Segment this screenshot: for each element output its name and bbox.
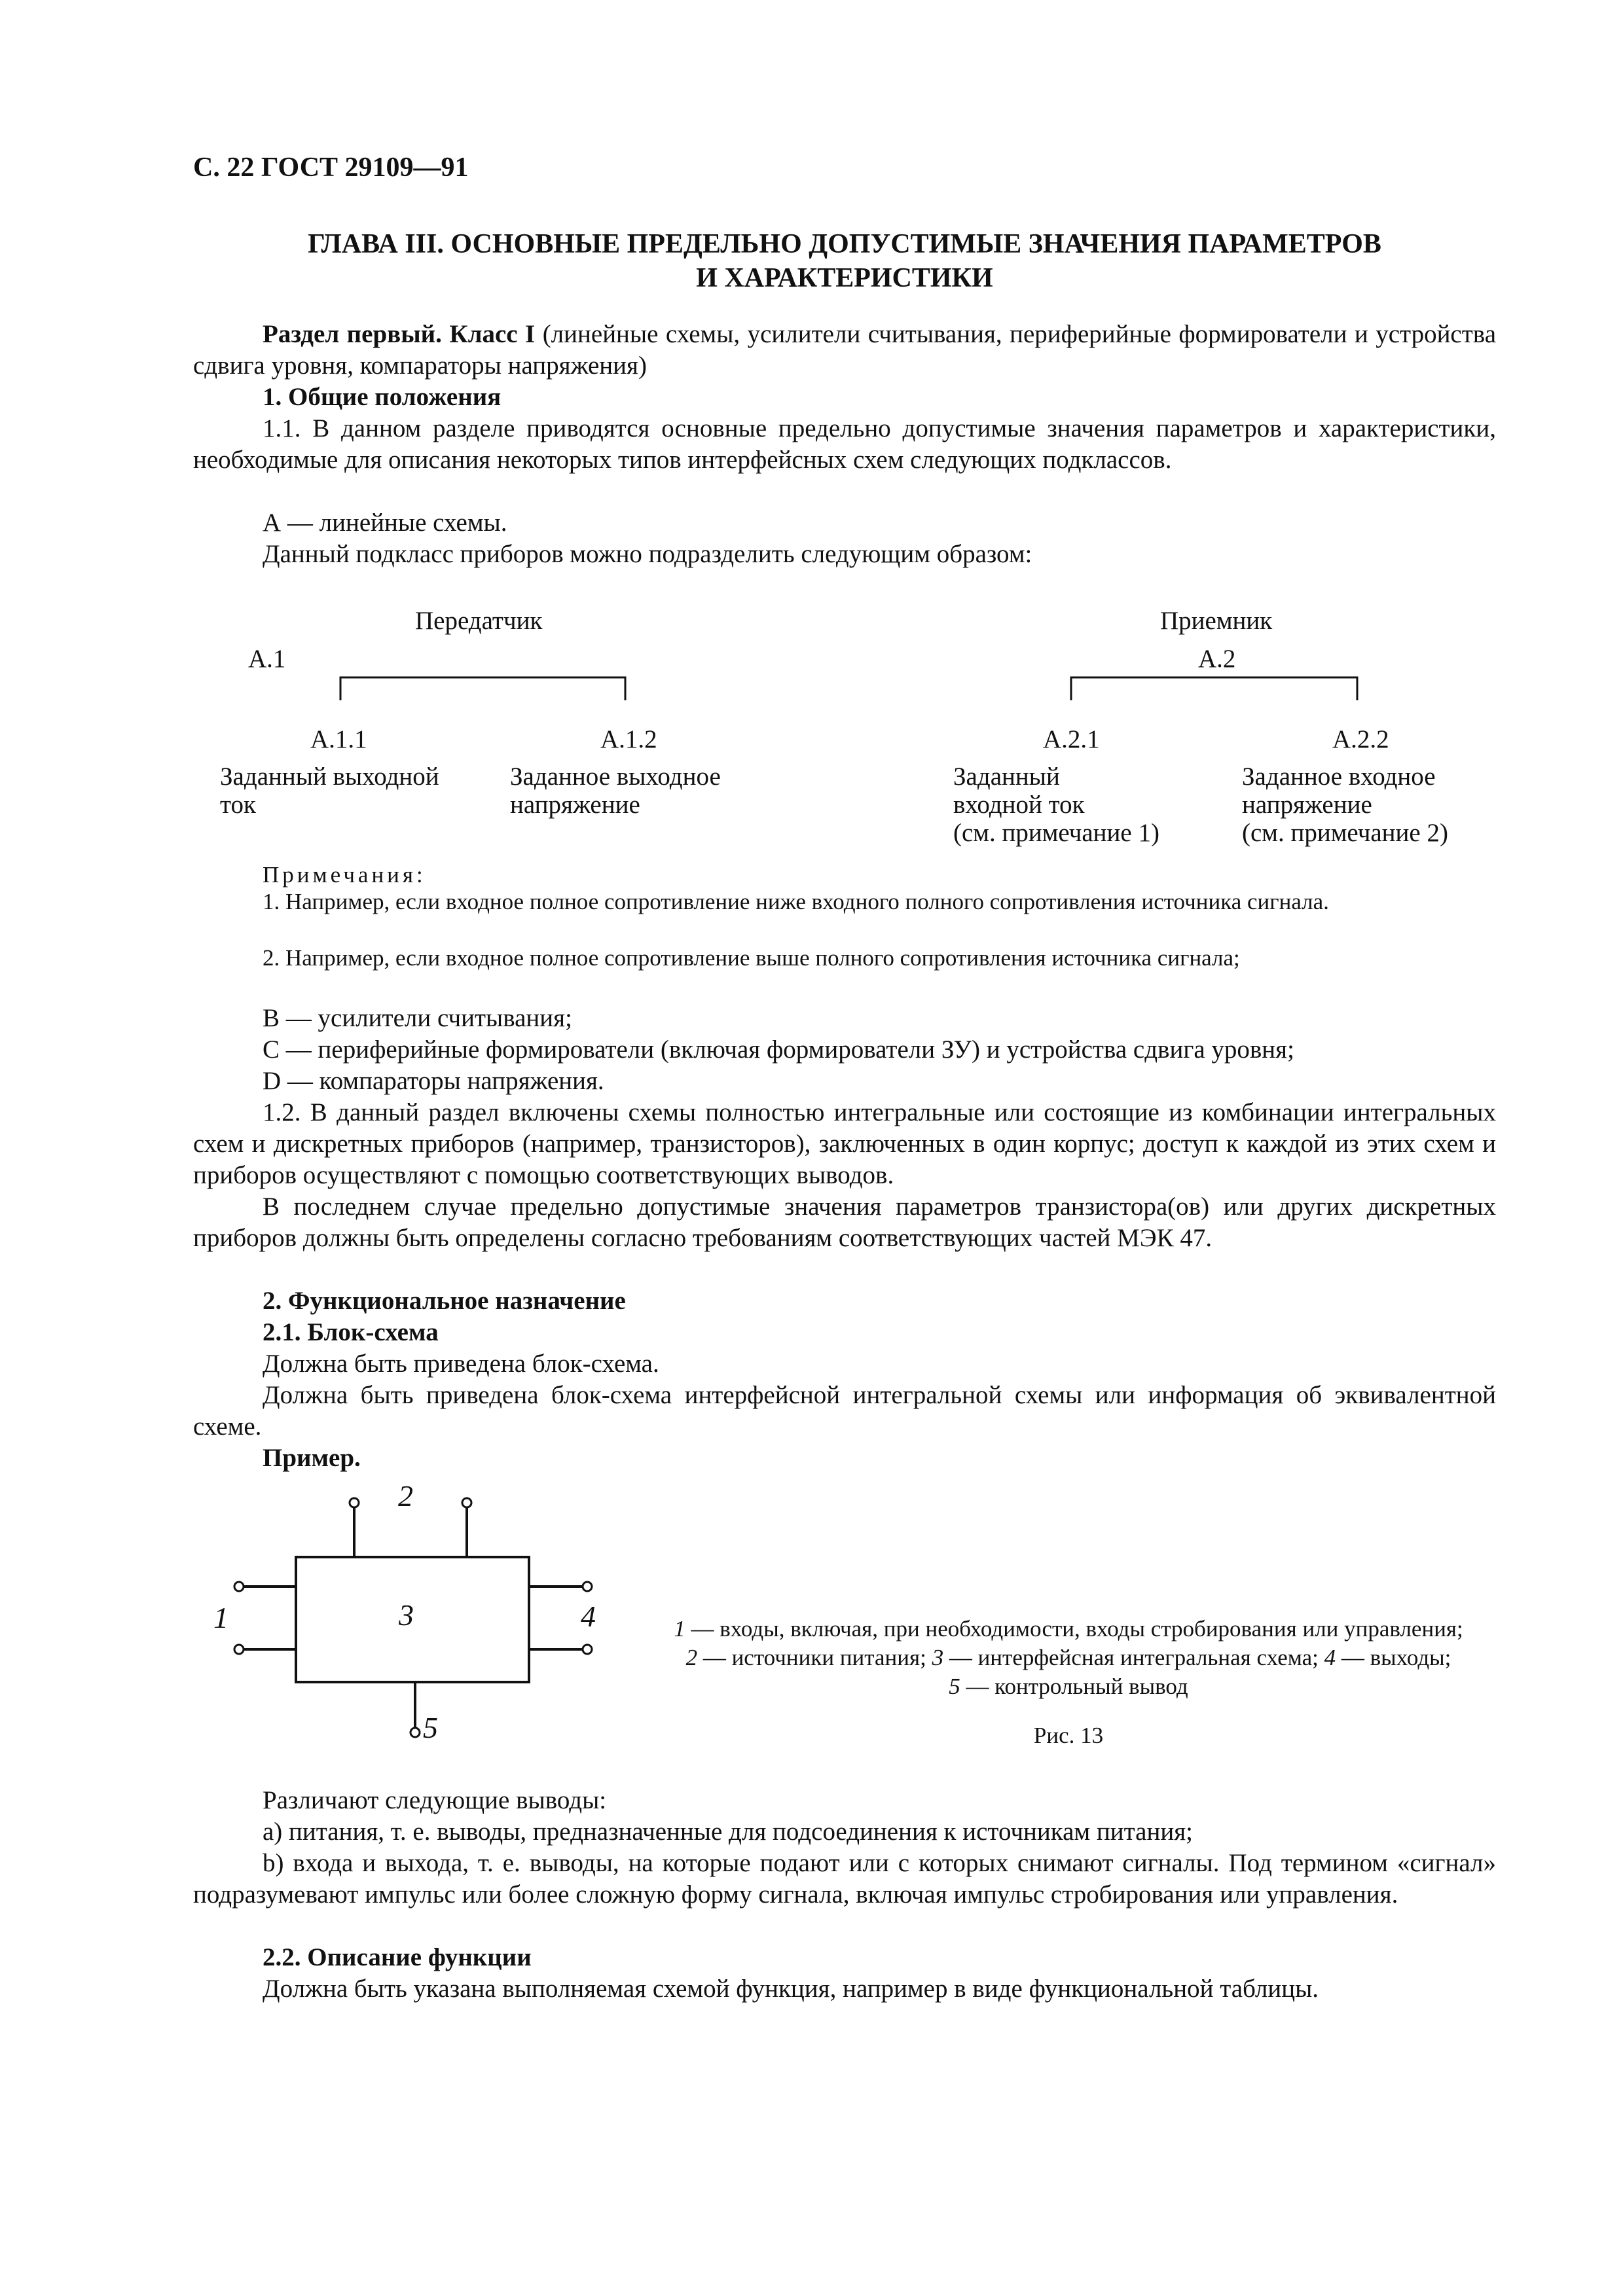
output-terminal-top <box>583 1582 592 1591</box>
tree-a11-desc-1: Заданный выходной <box>220 762 439 791</box>
heading-function-description: 2.2. Описание функции <box>263 1943 532 1971</box>
legend-text-4: — выходы; <box>1336 1645 1451 1670</box>
legend-num-4: 4 <box>1324 1645 1336 1670</box>
tree-receiver: Приемник <box>1160 607 1273 635</box>
supply-terminal-left <box>350 1498 359 1507</box>
outputs-item-b: b) входа и выхода, т. е. выводы, на которые подают или с которых снимают сигналы. Под термином «сигнал» подразумевают импульс или более сложную форму сигнала, включая импульс стробирования или управления. <box>193 1849 1496 1909</box>
tree-a21-desc-1: Заданный <box>953 762 1060 791</box>
tree-a12-desc-1: Заданное выходное <box>510 762 721 791</box>
outputs-intro: Различают следующие выводы: <box>263 1786 607 1814</box>
tree-a11-desc-2: ток <box>220 791 256 819</box>
tree-a22: A.2.2 <box>1332 725 1389 753</box>
paragraph-1-2-b: В последнем случае предельно допустимые значения параметров транзистора(ов) или других дискретных приборов должны быть определены согласно требованиям соответствующих частей МЭК 47. <box>193 1193 1496 1252</box>
figure-label-3: 3 <box>399 1598 414 1632</box>
chapter-title-line1: ГЛАВА III. ОСНОВНЫЕ ПРЕДЕЛЬНО ДОПУСТИМЫЕ ЗНАЧЕНИЯ ПАРАМЕТРОВ <box>308 229 1381 259</box>
legend-num-1: 1 <box>674 1616 685 1641</box>
section-label: Раздел первый. Класс I <box>263 320 536 348</box>
tree-a21: A.2.1 <box>1043 725 1100 753</box>
tree-a22-desc-3: (см. примечание 2) <box>1242 819 1448 847</box>
figure-label-2: 2 <box>398 1479 413 1513</box>
section-text: (линейные схемы, усилители считывания, периферийные формирователи и устройства сдвига уровня, компараторы напряжения) <box>193 320 1496 380</box>
block-diagram-line1: Должна быть приведена блок-схема. <box>263 1350 659 1378</box>
figure-label-4: 4 <box>581 1600 596 1633</box>
subclass-b: В — усилители считывания; <box>263 1004 572 1032</box>
control-terminal <box>410 1728 420 1737</box>
figure-label-1: 1 <box>213 1601 228 1634</box>
notes-title: Примечания: <box>263 862 426 888</box>
legend-text-1: — входы, включая, при необходимости, входы стробирования или управления; <box>685 1616 1463 1641</box>
heading-block-diagram: 2.1. Блок-схема <box>263 1318 439 1346</box>
block-diagram-line2: Должна быть приведена блок-схема интерфейсной интегральной схемы или информация об эквивалентной схеме. <box>193 1381 1496 1441</box>
figure-legend-line1 <box>640 1615 1497 1643</box>
output-terminal-bottom <box>583 1645 592 1654</box>
input-terminal-top <box>234 1582 244 1591</box>
tree-a21-desc-3: (см. примечание 1) <box>953 819 1159 847</box>
tree-a22-desc-1: Заданное входное <box>1242 762 1436 791</box>
outputs-item-a: а) питания, т. е. выводы, предназначенные для подсоединения к источникам питания; <box>263 1818 1193 1846</box>
chapter-title-line2: И ХАРАКТЕРИСТИКИ <box>696 263 993 293</box>
input-terminal-bottom <box>234 1645 244 1654</box>
note-2: 2. Например, если входное полное сопротивление выше полного сопротивления источника сигнала; <box>263 945 1240 971</box>
figure-legend-line2 <box>640 1643 1497 1672</box>
legend-text-2: — источники питания; <box>697 1645 932 1670</box>
tree-a11: A.1.1 <box>310 725 367 753</box>
subclass-a-intro: Данный подкласс приборов можно подразделить следующим образом: <box>263 540 1032 568</box>
subclass-c: С — периферийные формирователи (включая формирователи ЗУ) и устройства сдвига уровня; <box>263 1035 1294 1064</box>
legend-num-3: 3 <box>932 1645 944 1670</box>
tree-transmitter: Передатчик <box>415 607 543 635</box>
legend-text-3: — интерфейсная интегральная схема; <box>943 1645 1324 1670</box>
page-header: С. 22 ГОСТ 29109—91 <box>193 152 469 183</box>
subclass-d: D — компараторы напряжения. <box>263 1067 604 1095</box>
heading-general: 1. Общие положения <box>263 383 501 411</box>
subclass-a: А — линейные схемы. <box>263 509 507 537</box>
figure-caption: Рис. 13 <box>1033 1723 1104 1748</box>
tree-a12: A.1.2 <box>600 725 657 753</box>
paragraph-1-1: 1.1. В данном разделе приводятся основные предельно допустимые значения параметров и характеристики, необходимые для описания некоторых типов интерфейсных схем следующих подклассов. <box>193 414 1496 474</box>
example-label: Пример. <box>263 1444 361 1472</box>
tree-a21-desc-2: входной ток <box>953 791 1085 819</box>
tree-a22-desc-2: напряжение <box>1242 791 1372 819</box>
figure-legend-line3 <box>640 1672 1497 1701</box>
legend-text-5: — контрольный вывод <box>960 1674 1188 1699</box>
tree-a1: A.1 <box>248 645 286 673</box>
function-description-text: Должна быть указана выполняемая схемой функция, например в виде функциональной таблицы. <box>263 1975 1319 2003</box>
legend-num-5: 5 <box>949 1674 960 1699</box>
tree-a2: A.2 <box>1198 645 1236 673</box>
legend-num-2: 2 <box>685 1645 698 1670</box>
paragraph-1-2: 1.2. В данный раздел включены схемы полностью интегральные или состоящие из комбинации интегральных схем и дискретных приборов (например, транзисторов), заключенных в один корпус; доступ к каждой из этих схем и приборов осуществляют с помощью соответствующих выводов. <box>193 1098 1496 1189</box>
figure-label-5: 5 <box>423 1711 438 1744</box>
note-1: 1. Например, если входное полное сопротивление ниже входного полного сопротивления источника сигнала. <box>263 889 1329 914</box>
supply-terminal-right <box>462 1498 471 1507</box>
tree-a12-desc-2: напряжение <box>510 791 640 819</box>
heading-functional: 2. Функциональное назначение <box>263 1287 626 1315</box>
